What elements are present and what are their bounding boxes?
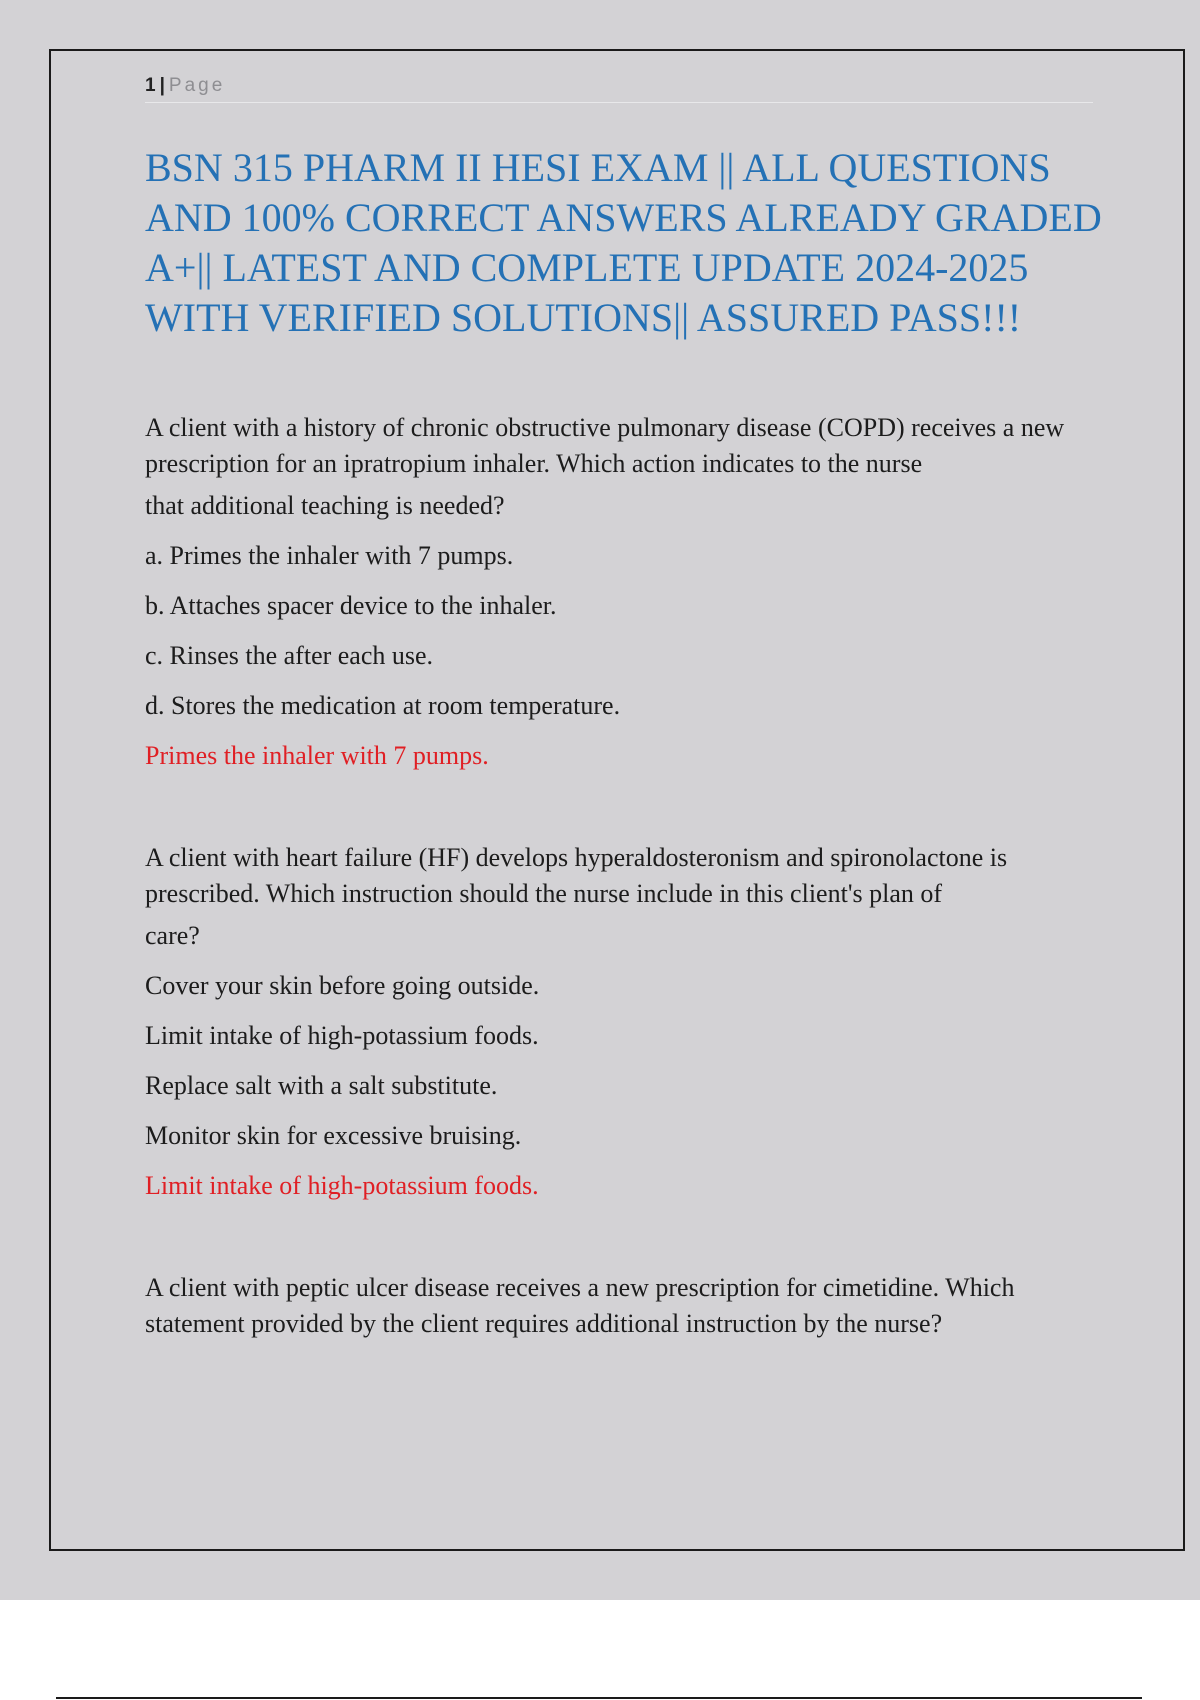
- question-stem-continuation: care?: [145, 921, 200, 950]
- page-separator: |: [159, 75, 165, 96]
- correct-answer: Primes the inhaler with 7 pumps.: [145, 741, 489, 770]
- question-stem: A client with heart failure (HF) develops hyperaldosteronism and spironolactone is prescribed. Which instruction should the nurse include in this client's plan of: [145, 843, 1008, 908]
- answer-option: Monitor skin for excessive bruising.: [145, 1121, 522, 1150]
- bottom-rule: [56, 1697, 1142, 1699]
- question-stem: A client with a history of chronic obstructive pulmonary disease (COPD) receives a new prescription for an ipratropium inhaler. Which action indicates to the nurse: [145, 413, 1065, 478]
- answer-options: [145, 968, 1095, 1154]
- questions-content: [145, 410, 1095, 1342]
- answer-option: Cover your skin before going outside.: [145, 971, 540, 1000]
- answer-options: [145, 538, 1095, 724]
- answer-option: a. Primes the inhaler with 7 pumps.: [145, 541, 514, 570]
- answer-option: d. Stores the medication at room temperature.: [145, 691, 621, 720]
- answer-option: c. Rinses the after each use.: [145, 641, 434, 670]
- answer-option: Replace salt with a salt substitute.: [145, 1071, 498, 1100]
- page-number: 1: [145, 75, 156, 96]
- question-stem-continuation: that additional teaching is needed?: [145, 491, 505, 520]
- question-block-2: [145, 840, 1095, 1204]
- page-label: Page: [168, 75, 226, 96]
- document-title: BSN 315 PHARM II HESI EXAM || ALL QUESTIONS AND 100% CORRECT ANSWERS ALREADY GRADED A+|| LATEST AND COMPLETE UPDATE 2024-2025 WITH VERIFIED SOLUTIONS|| ASSURED PASS!!!: [145, 145, 1102, 340]
- question-block-3: [145, 1270, 1095, 1342]
- answer-option: Limit intake of high-potassium foods.: [145, 1021, 539, 1050]
- answer-option: b. Attaches spacer device to the inhaler.: [145, 591, 557, 620]
- question-stem: A client with peptic ulcer disease receives a new prescription for cimetidine. Which statement provided by the client requires additional instruction by the nurse?: [145, 1273, 1015, 1338]
- question-block-1: [145, 410, 1095, 774]
- page-header: [145, 74, 1093, 103]
- correct-answer: Limit intake of high-potassium foods.: [145, 1171, 539, 1200]
